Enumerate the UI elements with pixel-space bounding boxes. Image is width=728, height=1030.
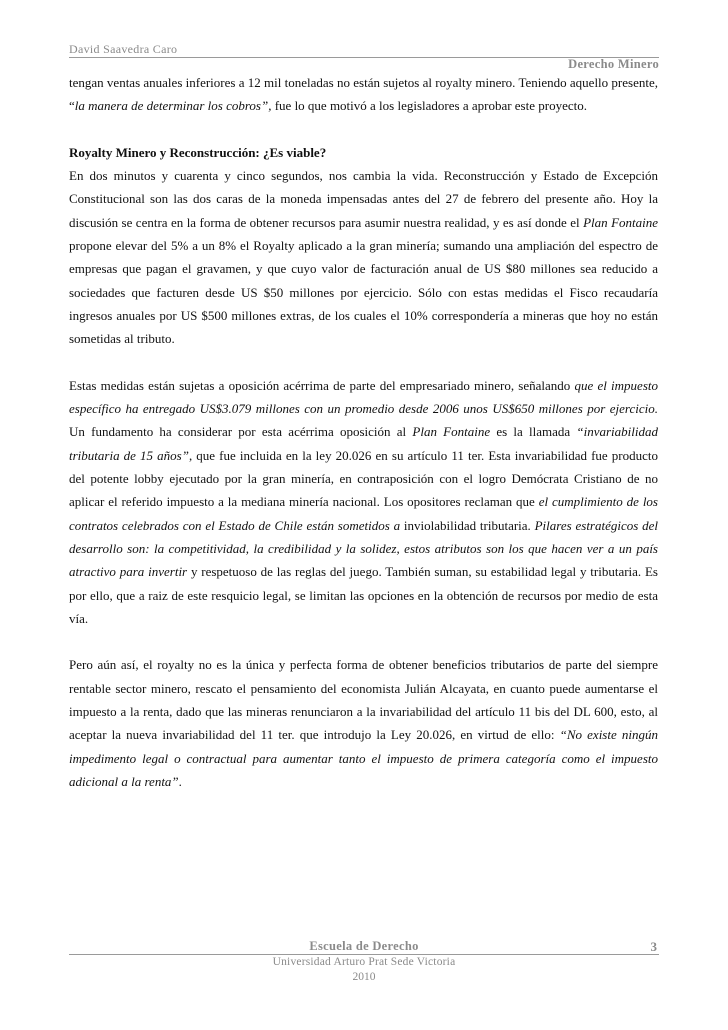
footer-year: 2010	[352, 971, 376, 983]
section-heading: Royalty Minero y Reconstrucción: ¿Es viable?	[69, 144, 327, 160]
paragraph-3-italic-2: Plan Fontaine	[412, 424, 491, 440]
header-author: David Saavedra Caro	[69, 42, 178, 56]
paragraph-2-text-1: En dos minutos y cuarenta y cinco segundos, nos cambia la vida. Reconstrucción y Estado de Excepción Constitucional son las dos caras de la moneda impensadas antes del 27 de febrero del presente año. Hoy la discusión se centra en la forma de obtener recursos para asumir nuestra realidad, y es así donde el	[69, 168, 658, 230]
paragraph-3-italic-1: que el impuesto específico ha entregado US$3.079 millones con un promedio desde 2006 unos US$650 millones por ejercicio.	[69, 377, 658, 417]
footer-rule	[69, 954, 659, 955]
footer-university: Universidad Arturo Prat Sede Victoria	[272, 956, 456, 968]
paragraph-1-italic-1: la manera de determinar los cobros”,	[74, 98, 272, 114]
paragraph-3-text-6: y respetuoso de las reglas del juego. También suman, su estabilidad legal y tributaria. Es por ello, que a raiz de este resquicio legal, se limitan las opciones en la obtención de recursos por medio de esta vía.	[69, 564, 658, 626]
paragraph-3-italic-5: Pilares estratégicos del desarrollo son: la competitividad, la credibilidad y la solidez, estos atributos son los que hacen ver a un país atractivo para invertir	[69, 517, 659, 580]
paragraph-3-text-2: Un fundamento ha considerar por esta acérrima oposición al	[69, 424, 413, 440]
paragraph-2-text-2: propone elevar del 5% a un 8% el Royalty aplicado a la gran minería; sumando una ampliación del espectro de empresas que pagan el gravamen, y que cuyo valor de facturación anual de US $80 millones sea reducido a sociedades que facturen desde US $50 millones por ejercicio. Sólo con estas medidas el Fisco recaudaría ingresos anuales por US $500 millones extras, de los cuales el 10% correspondería a mineras que hoy no están sometidas al tributo.	[69, 238, 658, 347]
paragraph-3-italic-4: el cumplimiento de los contratos celebrados con el Estado de Chile están sometidos a	[69, 494, 658, 533]
paragraph-2	[69, 164, 658, 350]
paragraph-3-text-1: Estas medidas están sujetas a oposición acérrima de parte del empresariado minero, señalando	[69, 377, 575, 393]
paragraph-4	[69, 653, 658, 793]
header-course-title: Derecho Minero	[568, 57, 659, 71]
paragraph-1-text-2: fue lo que motivó a los legisladores a aprobar este proyecto.	[271, 98, 587, 114]
paragraph-1-text-1: tengan ventas anuales inferiores a 12 mil toneladas no están sujetos al royalty minero. Teniendo aquello presente, “	[69, 75, 658, 114]
paragraph-4-text-2: .	[178, 773, 182, 789]
page-number: 3	[650, 939, 657, 954]
paragraph-3-italic-3: “invariabilidad tributaria de 15 años”	[69, 424, 659, 463]
paragraph-3-text-5: inviolabilidad tributaria.	[400, 517, 535, 533]
document-body	[69, 71, 658, 817]
paragraph-3-text-4: , que fue incluida en la ley 20.026 en su artículo 11 ter. Esta invariabilidad fue producto del potente lobby ejecutado por la gran minería, en contraposición con el logro Demócrata Cristiano de no aplicar el referido impuesto a la mediana minería nacional. Los opositores reclaman que	[69, 447, 659, 510]
paragraph-1	[69, 71, 658, 118]
paragraph-2-italic-1: Plan Fontaine	[583, 214, 658, 230]
paragraph-4-italic-1: “No existe ningún impedimento legal o contractual para aumentar tanto el impuesto de primera categoría como el impuesto adicional a la renta”	[69, 727, 658, 789]
paragraph-3-text-3: es la llamada	[490, 424, 577, 440]
paragraph-4-text-1: Pero aún así, el royalty no es la única y perfecta forma de obtener beneficios tributarios de parte del siempre rentable sector minero, rescato el pensamiento del economista Julián Alcayata, en cuanto puede aumentarse el impuesto a la renta, dado que las mineras renunciaron a la invariabilidad del artículo 11 bis del DL 600, esto, al aceptar la nueva invariabilidad del 11 ter. que introdujo la Ley 20.026, en virtud de ello:	[69, 657, 658, 743]
footer-school: Escuela de Derecho	[309, 939, 419, 953]
paragraph-3	[69, 374, 658, 630]
